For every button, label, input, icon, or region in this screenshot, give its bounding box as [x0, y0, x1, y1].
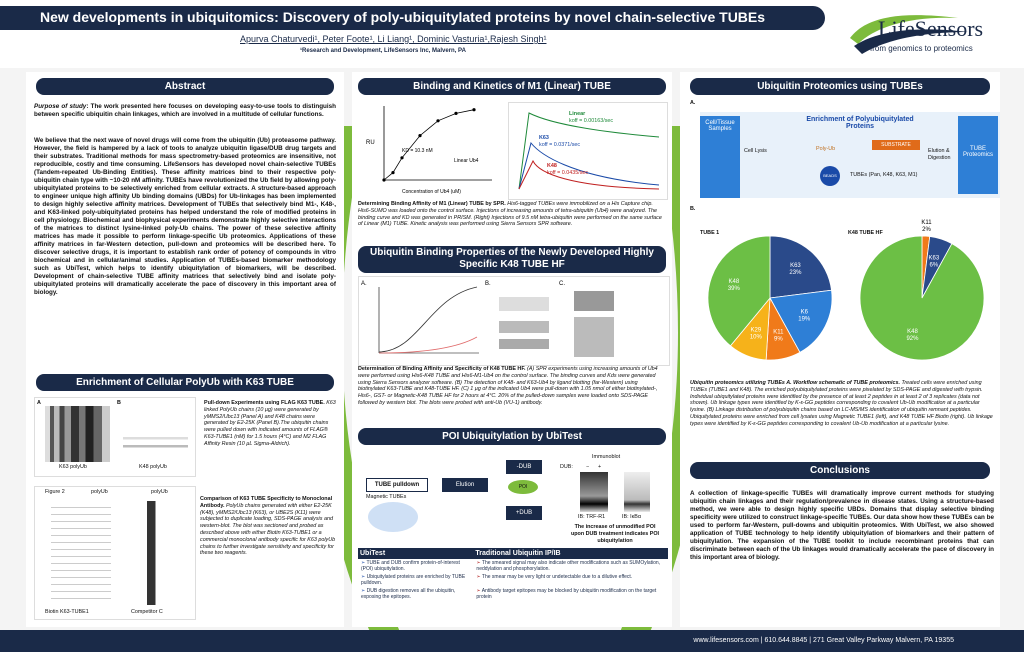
table-row: ➢ The smeared signal may also indicate other modifications such as SUMOylation, neddylation and phosphorylation.	[476, 560, 661, 572]
svg-text:A.: A.	[361, 281, 367, 287]
immunoblot-label: Immunoblot	[592, 454, 621, 460]
poly-ub-label: Poly-Ub	[816, 146, 836, 152]
binding-heading: Binding and Kinetics of M1 (Linear) TUBE	[358, 78, 666, 95]
k48-caption-body: (A) SPR experiments using increasing amounts of Ub4 were performed using His6-K48 TUBE and His6-M1-Ub4 on the control surface. The binding curves and Kds were generated using Sierra Sensors analyzer software. (B) The detection of K48- and K63-Ub4 by ligand blotting (far-Western) using biotinylated K63-TUBE and K48-TUBE HF. (C) 1 µg of the indicated Ub4 were pull-down with 1.05 nmol of either biotinylated-, His6-, GST- or Magnetic-K48 TUBE HF for 2 hours at 4°C. 20% of the pulled-down samples were loaded onto SDS-PAGE followed by western blot. The blots were probed with anti-Ub (VU-1) antibody.	[358, 366, 658, 406]
proteomics-caption-body: Treated cells were enriched using TUBEs (TUBE1 and K48). The enriched polyubiquitylated proteins were pixelated by SDS-PAGE and digested with trypsin. Individual ubiquitylated proteins were identified by the presence of at least 2 peptides in at least 2 of 3 replicates (data not shown). Ub linkage types were identified by K-ε-GG peptides corresponding to covalent Ub-Ub modification at a particular lysine. (B) Linkage distribution of polyubiquitin chains based on LC-MS/MS identification of ubiquitin remnant peptides. Ubiquitylated proteins were enriched from cell lysates using Magnetic TUBE1 (left), and K48 TUBE HF Biotin (right). Ub linkage types were identified by K-ε-GG peptides corresponding to covalent Ub-Ub modification at a particular lysine.	[690, 380, 993, 427]
binding-point	[418, 134, 421, 137]
competitor-caption: Competitor C	[131, 609, 163, 615]
pulldown-title: Pull-down Experiments using FLAG K63 TUBE.	[204, 400, 325, 406]
proteomics-caption	[690, 380, 996, 428]
dub-label: DUB:	[560, 464, 573, 470]
abstract-body: We believe that the next wave of novel drugs will come from the ubiquitin (Ub) proteasome pathway. However, the field is hampered by a lack of tools to analyze ubiquitin ligase/DUB drug targets and their substrates. Traditional methods for mass spectrometry-based proteomics are insensitive, not reproducible, costly and time consuming. LifeSensors has developed novel chain-selective TUBEs (Tandem-repeated Ub-Binding Entities). These affinity matrices bind to their respective poly-ubiquitin chain type with ~10-20 nM affinity. TUBEs have revolutionized the Ub field by allowing poly-ubiquitylated proteins to be selectively enriched from cellular extracts. A structure-based approach to engineer unique high affinity Ub binding domains (UBDs) for Ub-linkages has been implemented to design highly selective affinity matrices. Development of TUBEs that selectively bind M1-, K48-, and K63-linked poly-ubiquitylated proteins has helped understand the role of modified proteins in cell physiology. Biochemical and biophysical experiments demonstrate highly selective interactions of the matrices to distinct lysine-linked poly-Ub chains. The power of these selective affinity matrices has made it possible to perform linkage-specific Ub proteomics. Applications of these affinity matrices in far-Western detection, pull-down and proteomics will be described here. To discover selective drugs, it is important to establish rank order of potency of compounds in vitro biochemical and in cellular/animal studies. Application of TUBEs-based biomarker methodology such as UbiTest, which helps to identify ubiquitylation of biomarkers, will be described. Development of chain-selective TUBE affinity matrices that selectively bind and isolate poly-ubiquitylated proteins will dramatically accelerate the pace of discovery in this important area of biology.	[34, 137, 336, 296]
binding-chart	[362, 100, 502, 196]
proteomics-caption-title: Ubiquitin proteomics utilizing TUBEs A. Workflow schematic of TUBE proteomics.	[690, 380, 900, 386]
panel-a-label-r: A.	[690, 100, 696, 106]
chart-xlabel: Concentration of Ub4 (uM)	[402, 189, 461, 195]
ikba-blot	[624, 472, 650, 512]
dub-plus: +	[598, 464, 602, 470]
conclusions-heading: Conclusions	[690, 462, 990, 479]
chart-ylabel: RU	[366, 140, 375, 146]
panel-a-label: A	[37, 400, 41, 406]
table-row: ➢ Antibody target epitopes may be blocked by ubiquitin modification on the target protein	[476, 588, 657, 600]
k48-blot	[123, 406, 188, 462]
comparison-text	[200, 496, 336, 557]
pie-label: K11	[773, 329, 784, 336]
panel-b-label-r: B.	[690, 206, 696, 212]
k63-blot	[45, 406, 110, 462]
cell-samples-box: Cell/Tissue Samples	[700, 116, 740, 198]
abstract-heading: Abstract	[36, 78, 334, 95]
table-row: ➢ The smear may be very light or undetectable due to a dilutive effect.	[476, 574, 633, 580]
k48-panels-icon	[359, 277, 669, 365]
pie-percent: 23%	[789, 270, 802, 277]
pie-label: K29	[750, 327, 762, 334]
conclusions-text: A collection of linkage-specific TUBEs will dramatically improve current methods for studying ubiquitin chain linkages and their regulation/prevalence in disease states. Using a structure-based method, we were able to design highly specific UBDs. Domains that display selective binding specificity were utilized to construct linkage-specific TUBEs. Our data show how these TUBEs can be used to perform far-Western, pull-downs and ubiquitin proteomics. With UbiTest, we also showed application of TUBE technology to help identify ubiquitylation of biomarkers and their pattern of ubiquitylation. The expansion of the TUBE toolkit to include recombinant proteins that can discriminate between each of the Ub linkages would dramatically accelerate the pace of discovery in this important area of biology.	[690, 490, 994, 561]
enrichment-title: Enrichment of Polyubiquitylated Proteins	[806, 116, 914, 130]
ib1-label: IB: TRF-R1	[578, 514, 606, 520]
binding-point	[391, 171, 394, 174]
spr-linear-k: koff = 0.00163/sec	[569, 118, 614, 124]
ubitest-diagram	[358, 450, 668, 546]
spr-linear-label: Linear	[569, 111, 586, 117]
ubitest-heading: POI Ubiquitylation by UbiTest	[358, 428, 666, 445]
pie-label: K6	[800, 309, 808, 316]
competitor-blot	[125, 501, 180, 605]
affiliation: ¹Research and Development, LifeSensors Inc, Malvern, PA	[300, 48, 466, 54]
table-row: ➢ DUB digestion removes all the ubiquitin, exposing the epitopes.	[361, 588, 456, 600]
k63-caption: K63 polyUb	[59, 464, 87, 470]
chart-legend: Linear Ub4	[454, 158, 479, 164]
table-row: ➢ TUBE and DUB confirm protein-of-interest (POI) ubiquitylation.	[361, 560, 460, 572]
pie-label: K48	[907, 329, 918, 336]
enrichment-heading: Enrichment of Cellular PolyUb with K63 TUBE	[36, 374, 334, 391]
pie-label: K11	[921, 220, 932, 227]
pie-percent: 6%	[929, 262, 939, 269]
pie1-title: TUBE 1	[700, 230, 720, 236]
biotin-caption: Biotin K63-TUBE1	[45, 609, 89, 615]
svg-text:C.: C.	[559, 281, 565, 287]
biotin-blot	[51, 501, 111, 605]
authors: Apurva Chaturvedi¹, Peter Foote¹, Li Liang¹, Dominic Vasturia¹,Rajesh Singh¹	[240, 34, 547, 44]
pie-slice-k48	[860, 236, 984, 360]
pie-label: K63	[790, 263, 801, 270]
ubitest-result: The increase of unmodified POI upon DUB treatment indicates POI ubiquitylation	[570, 524, 660, 544]
footer-contact: www.lifesensors.com | 610.644.8845 | 271 Great Valley Parkway Malvern, PA 19355	[693, 637, 954, 644]
table-row: ➢ Ubiquitylated proteins are enriched by TUBE pulldown.	[361, 574, 466, 586]
k48-caption: K48 polyUb	[139, 464, 167, 470]
tube-proteomics-box: TUBE Proteomics	[958, 116, 998, 194]
workflow-diagram	[700, 112, 1000, 198]
panel-b-label: B	[117, 400, 121, 406]
trf-blot	[580, 472, 608, 512]
pie-percent: 2%	[922, 227, 931, 234]
logo-tagline: from genomics to proteomics	[870, 44, 973, 53]
ib2-label: IB: IκBα	[622, 514, 641, 520]
pie-label: K63	[928, 255, 940, 262]
kd-label: KD = 10.3 nM	[402, 148, 433, 154]
beads-icon: BEADS	[820, 166, 840, 186]
pie-percent: 39%	[727, 285, 740, 292]
footer	[0, 630, 1024, 652]
pie-label: K48	[728, 278, 740, 285]
purpose-label: Purpose of study	[34, 103, 87, 110]
dub-minus: −	[586, 464, 590, 470]
pie-percent: 9%	[774, 336, 783, 343]
binding-point	[436, 119, 439, 122]
magnetic-tubes-label: Magnetic TUBEs	[366, 494, 407, 500]
cell-lysis-label: Cell Lysis	[744, 148, 767, 154]
elution-digestion-label: Elution & Digestion	[928, 148, 951, 161]
binding-point	[400, 156, 403, 159]
ubitest-table	[358, 548, 668, 601]
k48-heading: Ubiquitin Binding Properties of the Newly Developed Highly Specific K48 TUBE HF	[358, 246, 666, 273]
spr-k63-k: koff = 0.0371/sec	[539, 142, 581, 148]
pie-percent: 19%	[798, 316, 811, 323]
spr-kinetics-chart	[508, 102, 668, 200]
plus-dub-box: +DUB	[506, 506, 542, 520]
binding-curve	[384, 110, 474, 180]
comparison-body: PolyUb chains generated with either E2-25K (K48), yMMS2/Ubc13 (K63), or UBE2S (K11) were subjected to duplicate loading, SDS-PAGE analysis and western-blot. The blot was sectioned and probed as described above with either Biotin K63-TUBE1 or a commercial monoclonal antibody specific for K63 polyUb chains to further investigate sensitivity and specificity for these two reagents.	[200, 502, 336, 557]
figure-2	[34, 486, 196, 620]
traditional-col-head: Traditional Ubiquitin IP/IB	[473, 548, 668, 559]
binding-caption	[358, 201, 666, 228]
pulldown-text	[204, 400, 336, 448]
elution-box: Elution	[442, 478, 488, 492]
tube-pulldown-box: TUBE pulldown	[366, 478, 428, 492]
k48-caption-title: Determination of Binding Affinity and Specificity of K48 TUBE HF.	[358, 366, 526, 372]
binding-point	[382, 178, 385, 181]
pie2-title: K48 TUBE HF	[848, 230, 883, 236]
binding-point	[454, 112, 457, 115]
poi-icon: POI	[508, 480, 538, 494]
bead-icon	[368, 502, 418, 532]
polyub-label-2: polyUb	[151, 489, 168, 495]
spr-k63-label: K63	[539, 135, 549, 141]
logo-name: LifeSensors	[878, 16, 984, 41]
lifesensors-logo	[848, 10, 1018, 58]
ubitest-col-head: UbiTest	[358, 548, 473, 559]
proteomics-heading: Ubiquitin Proteomics using TUBEs	[690, 78, 990, 95]
figure2-label: Figure 2	[45, 489, 65, 495]
substrate-box: SUBSTRATE	[872, 140, 920, 150]
polyub-label-1: polyUb	[91, 489, 108, 495]
binding-caption-title: Determining Binding Affinity of M1 (Linear) TUBE by SPR.	[358, 201, 506, 207]
purpose-text: : The work presented here focuses on developing easy-to-use tools to distinguish between specific ubiquitin chain linkages, which are involved in a multitude of cellular functions.	[34, 103, 337, 118]
abstract-purpose	[34, 103, 336, 119]
svg-text:B.: B.	[485, 281, 491, 287]
pulldown-body: K63 linked PolyUb chains (10 µg) were generated by yMMS2/Ubc13 (Panel A) and K48 chains were generated by E2-25K (Panel B).The ubiquitin chains were pulled down with indicated amounts of FLAG® K63-TUBE1 (nM) for 1.5 hours (4°C) and M2 FLAG Affinity Resin (10 µL Sigma-Aldrich).	[204, 400, 336, 447]
spr-k48-label: K48	[547, 163, 557, 169]
pie-percent: 92%	[906, 336, 919, 343]
pulldown-blots	[34, 397, 196, 477]
poster-title: New developments in ubiquitomics: Discovery of poly-ubiquitylated proteins by novel chain-selective TUBEs	[40, 9, 766, 25]
pie-percent: 10%	[749, 334, 762, 341]
k48-caption	[358, 366, 666, 407]
spr-k48-k: koff = 0.0435/sec	[547, 170, 589, 176]
binding-caption-body: His6-tagged TUBEs were immobilized on a His Capture chip. His6-SUMO was loaded onto the control surface. Injections of increasing amounts of tetra-ubiquitin (Ub4) were analyzed. The binding curve and KD was generated in PRISM. (Right) Injections of 9.5 nM tetra-ubiquitin were performed on the same surface of Linear (M1) TUBE. Kinetic analysis was performed using Sierra Sensors SPR software.	[358, 201, 662, 228]
k48-figures	[358, 276, 670, 366]
linkage-pies	[690, 216, 1000, 366]
binding-point	[472, 108, 475, 111]
tubes-list: TUBEs (Pan, K48, K63, M1)	[850, 172, 918, 178]
comparison-title: Comparison of K63 TUBE Specificity to Monoclonal Antibody.	[200, 496, 333, 509]
minus-dub-box: -DUB	[506, 460, 542, 474]
